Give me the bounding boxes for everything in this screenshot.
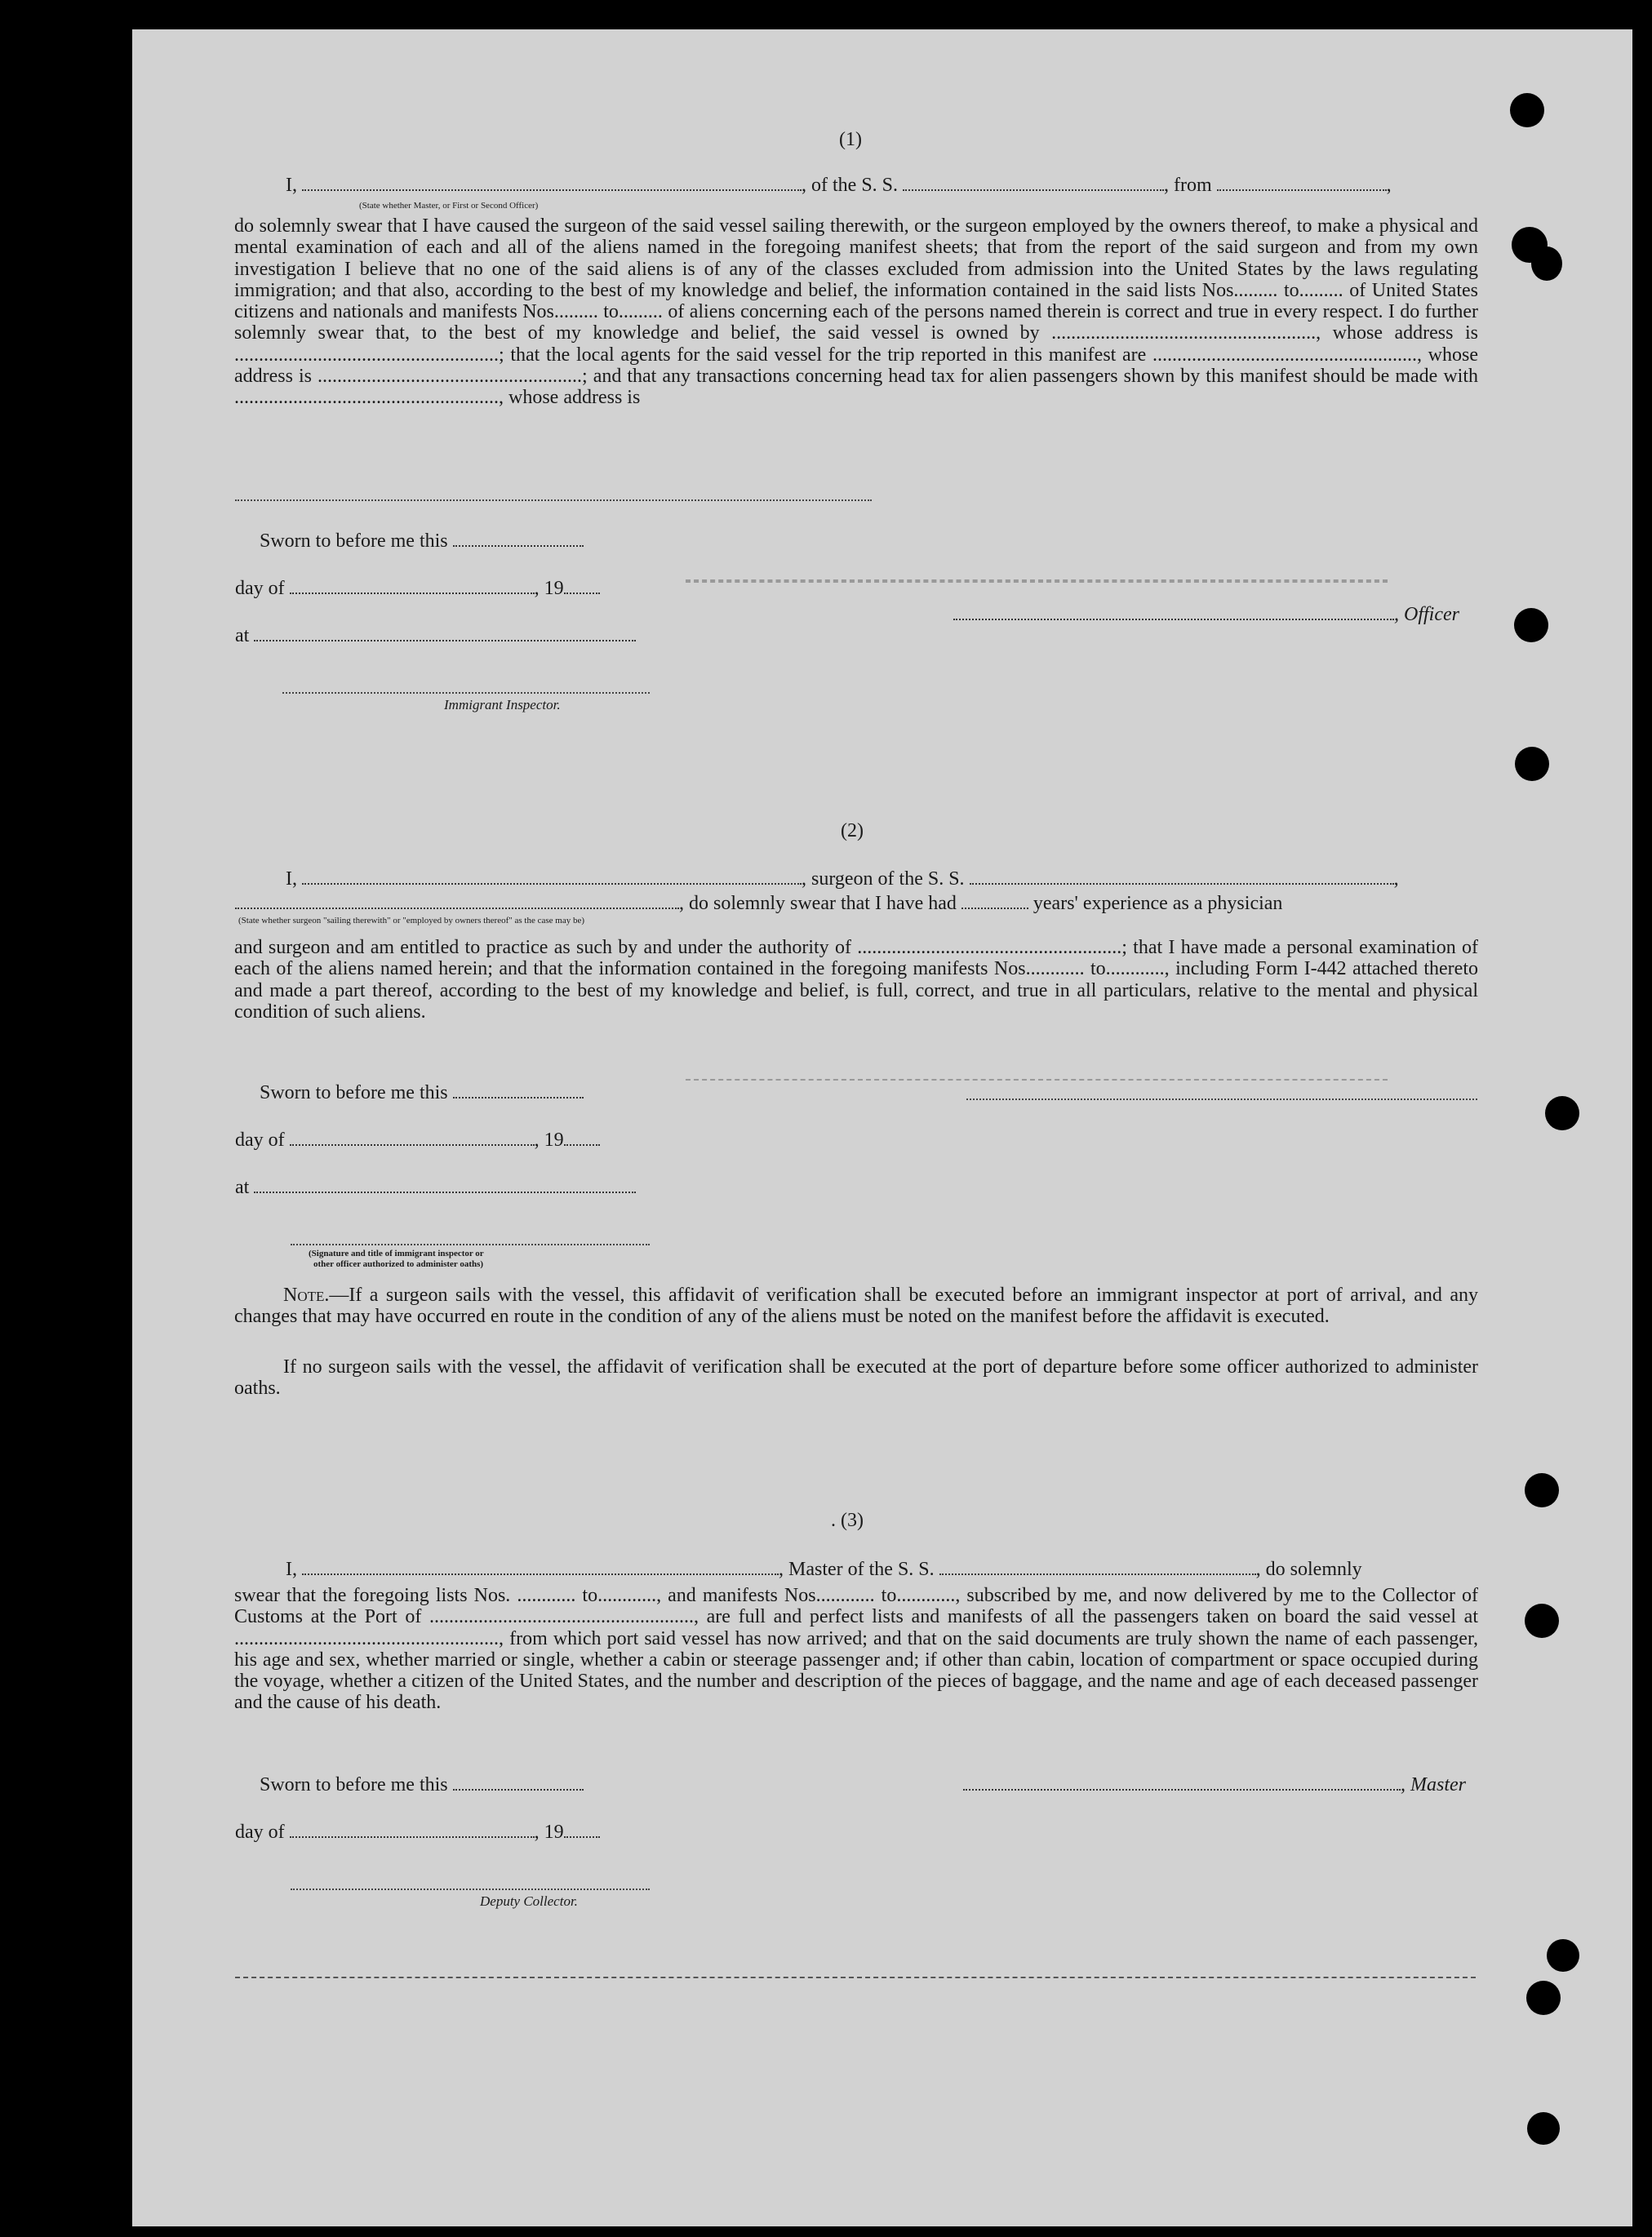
inspector-signature-line[interactable] [282,692,650,694]
bleed-through-mark [686,1079,1388,1081]
note-text-1: —If a surgeon sails with the vessel, this affidavit of verification shall be executed before an immigrant inspector at port of arrival, and any changes that may have occurred en route in the condition of any of the aliens must be noted on the manifest before the affidavit is executed. [234,1285,1478,1328]
departure-port-field[interactable] [1217,189,1387,191]
section-3-line-1 [286,1559,1362,1581]
binder-hole [1510,93,1544,127]
day-of-field[interactable] [290,1835,535,1838]
sworn-date-field[interactable] [453,1788,584,1791]
binder-hole [1527,2112,1560,2145]
section-2-line-2 [235,893,1282,915]
section-2-surgeon-of-ss: , surgeon of the S. S. [802,868,965,890]
section-3-number: . (3) [831,1510,864,1531]
master-signature-field[interactable] [963,1788,1401,1791]
section-3-day-row [235,1822,600,1844]
collector-label: Deputy Collector. [480,1893,578,1909]
year-label: , 19 [534,1822,564,1843]
section-1-lead: I, [286,175,297,196]
binder-hole [1547,1939,1579,1972]
sworn-label: Sworn to before me this [260,530,448,552]
day-of-field[interactable] [290,592,535,594]
section-1-at-row [235,625,636,647]
section-3-master-of-ss: , Master of the S. S. [779,1559,935,1580]
master-label: , Master [1401,1774,1466,1795]
officer-label: , Officer [1394,604,1459,625]
binder-hole [1515,747,1549,781]
section-3-swear: , do solemnly [1255,1559,1362,1580]
vessel-name-field[interactable] [903,189,1164,191]
year-field[interactable] [564,1143,600,1146]
section-3-sworn-row [260,1774,584,1796]
year-label: , 19 [534,1130,564,1151]
officer-signature-field[interactable] [953,618,1394,620]
surgeon-signature-line[interactable] [966,1099,1477,1100]
section-2-at-row [235,1177,636,1199]
section-1-officer-row [953,604,1459,626]
binder-hole [1526,1981,1561,2015]
binder-hole [1525,1604,1559,1638]
footer-rule [235,1977,1476,1978]
sworn-label: Sworn to before me this [260,1082,448,1103]
section-1-paragraph: do solemnly swear that I have caused the surgeon of the said vessel sailing therewith, or the surgeon employed by the owners thereof, to make a physical and mental examination of each and all of the aliens named in the foregoing manifest sheets; that from the report of the said surgeon and from my own investigation I believe that no one of the said aliens is of any of the classes excluded from admission into the United States by the laws regulating immigration; and that also, according to the best of my knowledge and belief, the information contained in the said lists Nos......... to......... of United States citizens and nationals and manifests Nos......... to......... of aliens concerning each of the persons named therein is correct and true in every respect. I do further solemnly swear that, to the best of my knowledge and belief, the said vessel is owned by ......................................................, whose address is ......................................................; that the local agents for the said vessel for the trip reported in this manifest are ......................................................, whose address is ......................................................; and that any transactions concerning head tax for alien passengers shown by this manifest should be made with ......................................................, whose address is [234,215,1478,409]
section-2-end: , [1393,868,1399,890]
year-field[interactable] [564,592,600,594]
signature-caption-line-1: (Signature and title of immigrant inspector or [309,1249,484,1258]
section-3-paragraph: swear that the foregoing lists Nos. ............ to............, and manifests Nos............ to............, subscribed by me, and now delivered by me to the Collector of Customs at the Port of ......................................................, are full and perfect lists and manifests of all the passengers taken on board the said vessel at ......................................................, from which port said vessel has now arrived; and that on the said documents are truly shown the name of each passenger, his age and sex, whether married or single, whether a cabin or steerage passenger and; if other than cabin, location of compartment or space occupied during the voyage, whether a citizen of the United States, and the number and description of the pieces of baggage, and the name and age of each deceased passenger and the cause of his death. [234,1585,1478,1714]
bleed-through-mark [686,581,1388,583]
at-label: at [235,1177,250,1198]
section-1-number: (1) [839,129,862,150]
day-of-label: day of [235,578,285,599]
section-1-end: , [1386,175,1392,196]
section-2-sworn-row [260,1082,584,1104]
section-2-day-row [235,1130,600,1152]
binder-hole [1531,246,1562,281]
year-field[interactable] [564,1835,600,1838]
section-2-caption: (State whether surgeon "sailing therewith" or "employed by owners thereof" as the case may be) [238,916,585,925]
day-of-label: day of [235,1130,285,1151]
section-1-of-ss: , of the S. S. [802,175,899,196]
note-label: Note. [283,1285,330,1306]
year-label: , 19 [534,578,564,599]
section-2-lead: I, [286,868,297,890]
binder-hole [1525,1473,1559,1507]
surgeon-name-field[interactable] [302,882,802,885]
section-2-note-1 [234,1285,1478,1328]
sworn-label: Sworn to before me this [260,1774,448,1795]
day-of-field[interactable] [290,1143,535,1146]
section-2-years: years' experience as a physician [1032,893,1283,914]
section-2-note-2: If no surgeon sails with the vessel, the affidavit of verification shall be executed at the port of departure before some officer authorized to administer oaths. [234,1356,1478,1400]
section-2-swear: , do solemnly swear that I have had [679,893,957,914]
section-1-address-line[interactable] [235,499,872,501]
surgeon-status-field[interactable] [235,907,679,909]
day-of-label: day of [235,1822,285,1843]
section-2-paragraph: and surgeon and am entitled to practice as such by and under the authority of ......................................................; that I have made a personal examination of each of the aliens named herein; and that the information contained in the foregoing manifests Nos............ to............, including Form I-442 attached thereto and made a part thereof, according to the best of my knowledge and belief, is full, correct, and true in all particulars, relative to the mental and physical condition of such aliens. [234,937,1478,1023]
inspector-label: Immigrant Inspector. [444,697,561,712]
sworn-date-field[interactable] [453,544,584,547]
section-2-number: (2) [841,820,864,841]
master-name-field[interactable] [302,1573,779,1575]
section-1-line-1 [286,175,1392,197]
collector-signature-line[interactable] [291,1889,650,1890]
section-2-line-1 [286,868,1399,890]
sworn-date-field[interactable] [453,1096,584,1099]
section-1-day-row [235,578,600,600]
at-field[interactable] [254,1191,636,1193]
section-1-sworn-row [260,530,584,553]
section-1-caption: (State whether Master, or First or Second Officer) [359,201,539,211]
section-3-vessel-field[interactable] [939,1573,1256,1575]
years-experience-field[interactable] [961,907,1028,909]
signature-caption-line-2: other officer authorized to administer oaths) [313,1259,484,1269]
binder-hole [1545,1096,1579,1130]
binder-hole [1514,608,1548,642]
section-1-from: , from [1164,175,1212,196]
section-2-vessel-field[interactable] [970,882,1394,885]
section-3-lead: I, [286,1559,297,1580]
administrator-signature-line[interactable] [291,1244,650,1245]
section-3-master-row [963,1774,1466,1796]
officer-name-field[interactable] [302,189,802,191]
at-field[interactable] [254,639,636,641]
at-label: at [235,625,250,646]
